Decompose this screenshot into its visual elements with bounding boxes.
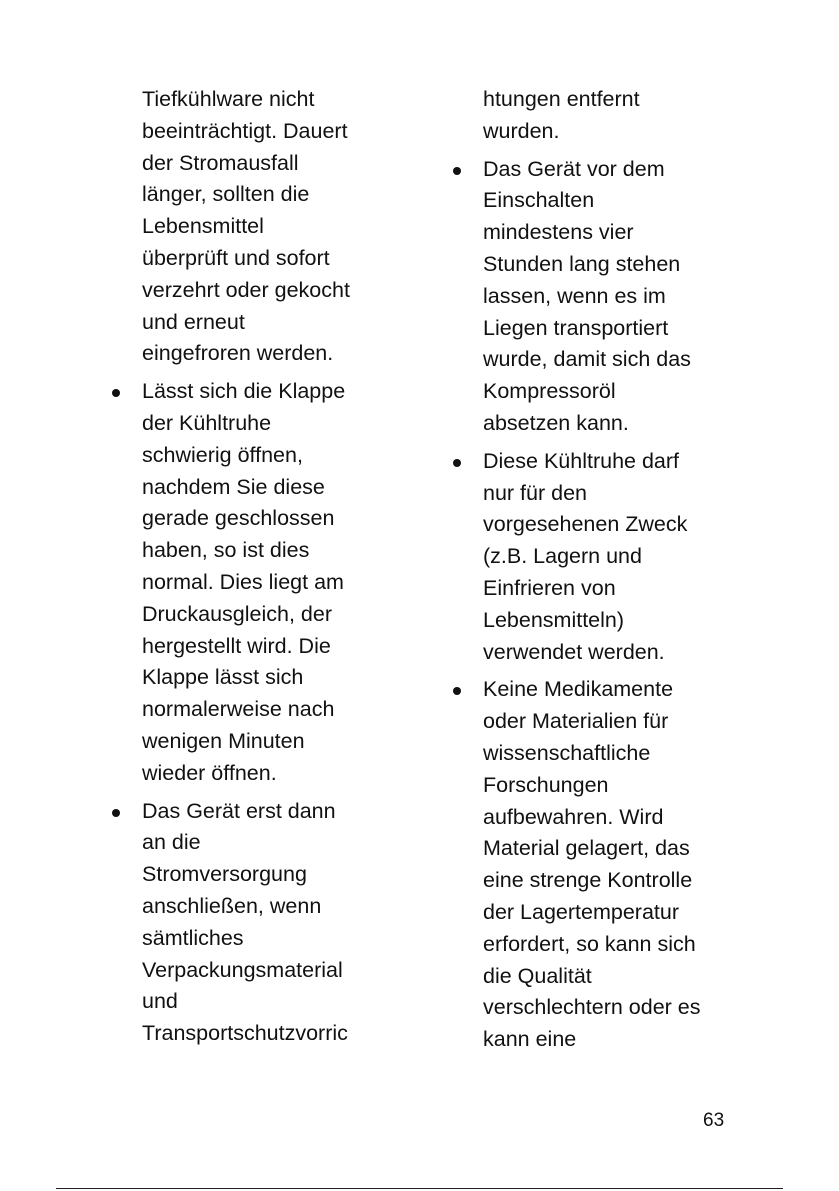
text-line: wurden. — [483, 118, 560, 143]
text-line: wissenschaftliche — [483, 740, 651, 765]
text-line: haben, so ist dies — [142, 538, 310, 563]
text-line: Lebensmittel — [142, 214, 264, 239]
bullet-icon — [453, 687, 461, 695]
text-line: an die — [142, 830, 201, 855]
text-line: Liegen transportiert — [483, 315, 669, 340]
bullet-icon — [453, 459, 461, 467]
text-line: verschlechtern oder es — [483, 995, 701, 1020]
text-line: aufbewahren. Wird — [483, 804, 664, 829]
text-line: oder Materialien für — [483, 709, 669, 734]
text-line: nachdem Sie diese — [142, 474, 325, 499]
bullet-item-door-pressure — [108, 376, 398, 789]
text-line: Diese Kühltruhe darf — [483, 448, 679, 473]
bullet-item-power-connection — [108, 796, 398, 1050]
bullet-item-standing-time — [449, 154, 749, 440]
bullet-item-no-medications — [449, 674, 749, 1056]
text-line: Kompressoröl — [483, 379, 616, 404]
text-line: wenigen Minuten — [142, 728, 305, 753]
footer-divider — [56, 1188, 783, 1189]
text-line: Einschalten — [483, 188, 595, 213]
text-line: Stromversorgung — [142, 862, 307, 887]
text-line: mindestens vier — [483, 220, 634, 245]
text-line: eine strenge Kontrolle — [483, 868, 693, 893]
right-column — [449, 84, 749, 1062]
text-line: wurde, damit sich das — [483, 347, 691, 372]
text-line: der Kühltruhe — [142, 410, 272, 435]
text-line: htungen entfernt — [483, 87, 640, 111]
text-line: Lebensmitteln) — [483, 607, 625, 632]
text-line: Stunden lang stehen — [483, 251, 681, 276]
text-line: anschließen, wenn — [142, 893, 322, 918]
text-line: Das Gerät vor dem — [483, 156, 665, 181]
text-line: Tiefkühlware nicht — [142, 87, 315, 111]
text-line: überprüft und sofort — [142, 245, 330, 270]
text-line: Forschungen — [483, 772, 609, 797]
text-line: Lässt sich die Klappe — [142, 379, 346, 404]
text-line: und — [142, 989, 178, 1014]
continuation-paragraph — [108, 84, 398, 370]
text-line: schwierig öffnen, — [142, 442, 303, 467]
text-line: kann eine — [483, 1027, 577, 1052]
text-line: erfordert, so kann sich — [483, 931, 696, 956]
text-line: eingefroren werden. — [142, 341, 334, 366]
text-line: Transportschutzvorric — [142, 1021, 348, 1046]
text-line: und erneut — [142, 309, 245, 334]
text-line: beeinträchtigt. Dauert — [142, 118, 348, 143]
text-line: Material gelagert, das — [483, 836, 690, 861]
text-line: der Lagertemperatur — [483, 899, 679, 924]
text-line: normal. Dies liegt am — [142, 569, 344, 594]
text-line: normalerweise nach — [142, 697, 335, 722]
bullet-icon — [112, 809, 120, 817]
text-line: Druckausgleich, der — [142, 601, 333, 626]
text-line: Verpackungsmaterial — [142, 957, 343, 982]
bullet-icon — [112, 389, 120, 397]
text-line: wieder öffnen. — [142, 760, 277, 785]
text-line: Einfrieren von — [483, 575, 616, 600]
text-line: länger, sollten die — [142, 182, 310, 207]
text-line: verzehrt oder gekocht — [142, 277, 350, 302]
text-line: Das Gerät erst dann — [142, 798, 336, 823]
text-line: vorgesehenen Zweck — [483, 512, 688, 537]
page-number: 63 — [703, 1110, 725, 1131]
text-line: Klappe lässt sich — [142, 665, 304, 690]
text-line: verwendet werden. — [483, 639, 665, 664]
text-line: gerade geschlossen — [142, 506, 335, 531]
text-line: nur für den — [483, 480, 587, 505]
text-line: der Stromausfall — [142, 150, 299, 175]
continuation-paragraph — [449, 84, 749, 148]
text-line: absetzen kann. — [483, 410, 629, 435]
text-line: lassen, wenn es im — [483, 283, 666, 308]
text-line: die Qualität — [483, 963, 592, 988]
text-line: Keine Medikamente — [483, 677, 674, 702]
bullet-item-intended-use — [449, 446, 749, 669]
bullet-icon — [453, 167, 461, 175]
text-line: (z.B. Lagern und — [483, 544, 642, 569]
left-column — [108, 84, 398, 1056]
text-line: hergestellt wird. Die — [142, 633, 331, 658]
text-line: sämtliches — [142, 925, 244, 950]
